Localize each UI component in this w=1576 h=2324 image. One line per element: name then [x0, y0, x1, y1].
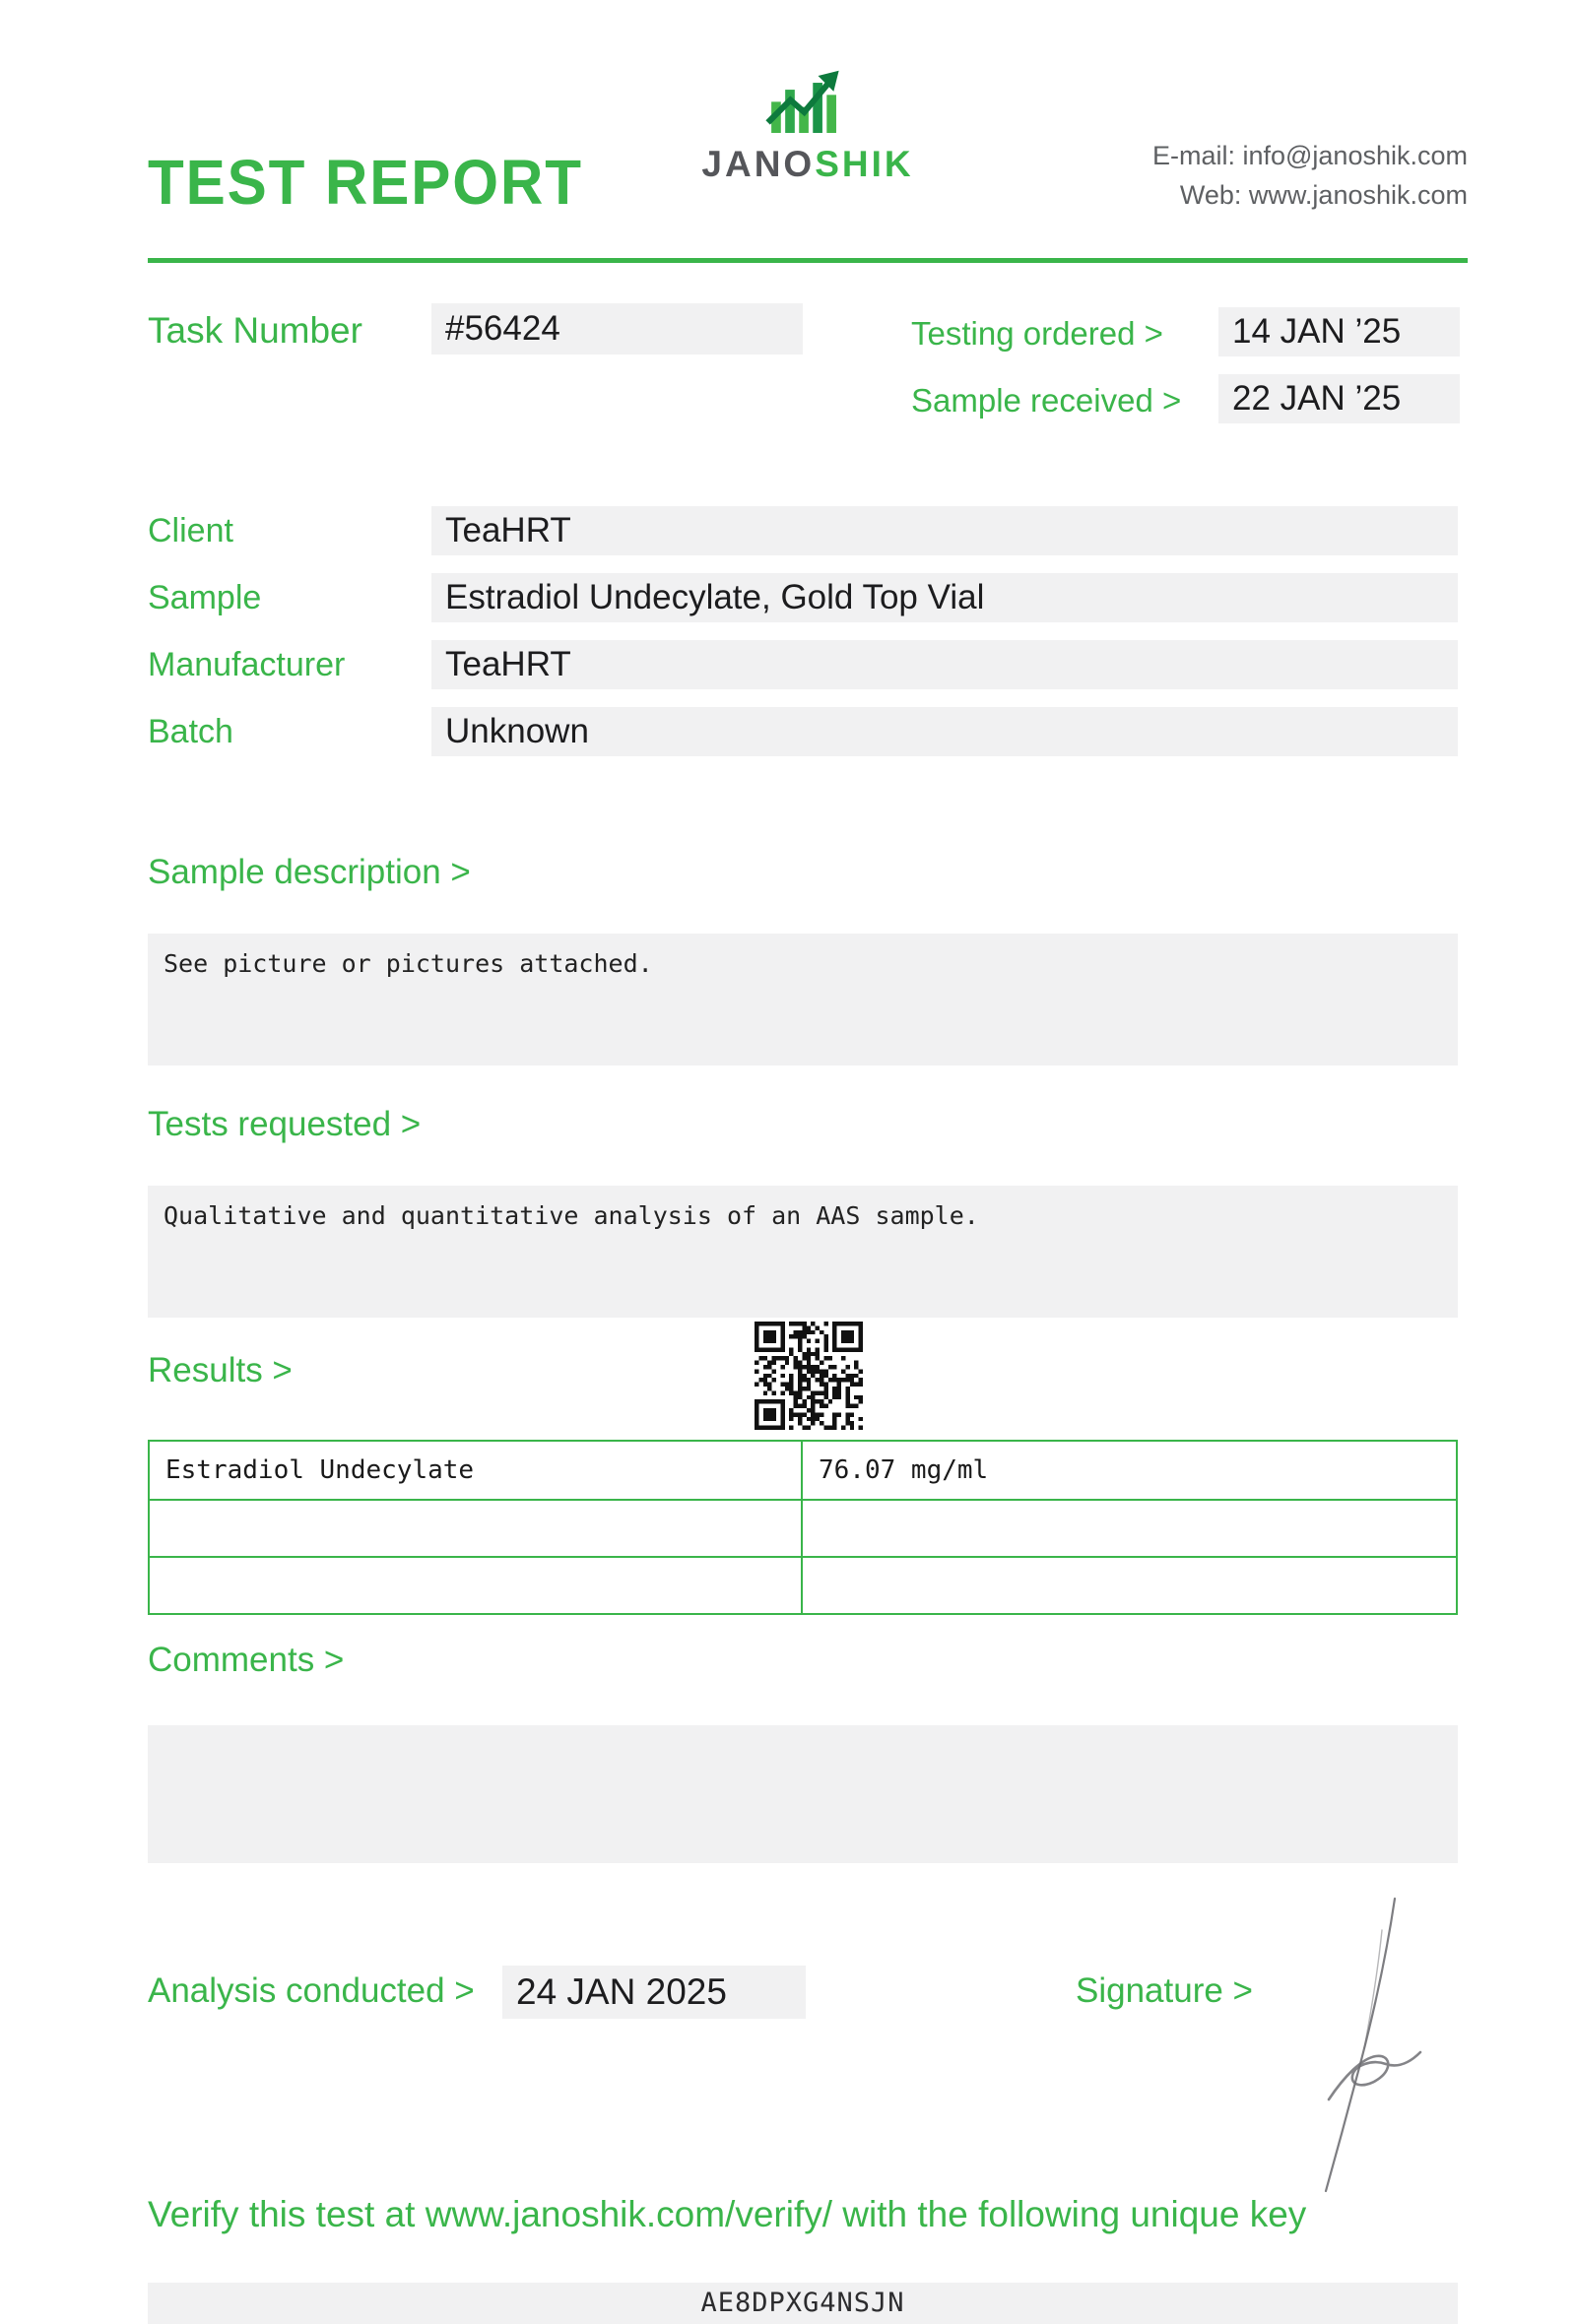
info-rows	[148, 506, 1458, 774]
signature-label: Signature >	[1076, 1971, 1253, 2010]
verify-instruction: Verify this test at www.janoshik.com/verify/ with the following unique key	[148, 2194, 1307, 2234]
sample-description-heading: Sample description >	[148, 853, 471, 891]
result-substance: Estradiol Undecylate	[150, 1442, 803, 1499]
manufacturer-value: TeaHRT	[431, 640, 1458, 689]
contact-email: E-mail: info@janoshik.com	[1151, 141, 1468, 170]
result-concentration-empty	[803, 1501, 1456, 1556]
signature-image	[1295, 1891, 1453, 2201]
comments-heading: Comments >	[148, 1641, 345, 1679]
task-number-label: Task Number	[148, 310, 362, 351]
task-number-value: #56424	[431, 303, 803, 355]
info-row-batch	[148, 707, 1458, 756]
results-row-1	[150, 1442, 1456, 1499]
info-row-client	[148, 506, 1458, 555]
batch-label: Batch	[148, 712, 233, 750]
analysis-conducted-date: 24 JAN 2025	[502, 1966, 806, 2019]
analysis-conducted-label: Analysis conducted >	[148, 1971, 475, 2010]
info-row-sample	[148, 573, 1458, 622]
manufacturer-label: Manufacturer	[148, 645, 346, 683]
client-value: TeaHRT	[431, 506, 1458, 555]
tests-requested-heading: Tests requested >	[148, 1105, 422, 1143]
result-concentration-empty	[803, 1558, 1456, 1613]
sample-received-label: Sample received >	[911, 382, 1182, 419]
logo-wordmark	[680, 144, 936, 185]
page-title: TEST REPORT	[148, 147, 583, 218]
results-heading: Results >	[148, 1351, 293, 1389]
logo-text-shik: SHIK	[815, 144, 914, 184]
header-divider	[148, 258, 1468, 263]
qr-code-image	[755, 1322, 863, 1430]
sample-value: Estradiol Undecylate, Gold Top Vial	[431, 573, 1458, 622]
result-substance-empty	[150, 1501, 803, 1556]
comments-box	[148, 1725, 1458, 1863]
contact-info	[1152, 136, 1468, 215]
tests-requested-box: Qualitative and quantitative analysis of an AAS sample.	[148, 1186, 1458, 1318]
batch-value: Unknown	[431, 707, 1458, 756]
sample-description-box: See picture or pictures attached.	[148, 934, 1458, 1065]
contact-web: Web: www.janoshik.com	[1179, 180, 1468, 210]
unique-key: AE8DPXG4NSJN	[148, 2283, 1458, 2324]
sample-received-value: 22 JAN ’25	[1218, 374, 1460, 423]
result-substance-empty	[150, 1558, 803, 1613]
janoshik-logo	[680, 69, 936, 185]
qr-code	[755, 1322, 863, 1430]
testing-ordered-label: Testing ordered >	[911, 315, 1163, 352]
results-table	[148, 1440, 1458, 1615]
result-concentration: 76.07 mg/ml	[819, 1455, 989, 1485]
testing-ordered-value: 14 JAN ’25	[1218, 307, 1460, 356]
client-label: Client	[148, 511, 233, 549]
info-row-manufacturer	[148, 640, 1458, 689]
results-row-3	[150, 1556, 1456, 1613]
bar-chart-arrow-icon	[764, 69, 851, 140]
sample-label: Sample	[148, 578, 262, 616]
logo-text-jano: JANO	[701, 144, 816, 184]
results-row-2	[150, 1499, 1456, 1556]
